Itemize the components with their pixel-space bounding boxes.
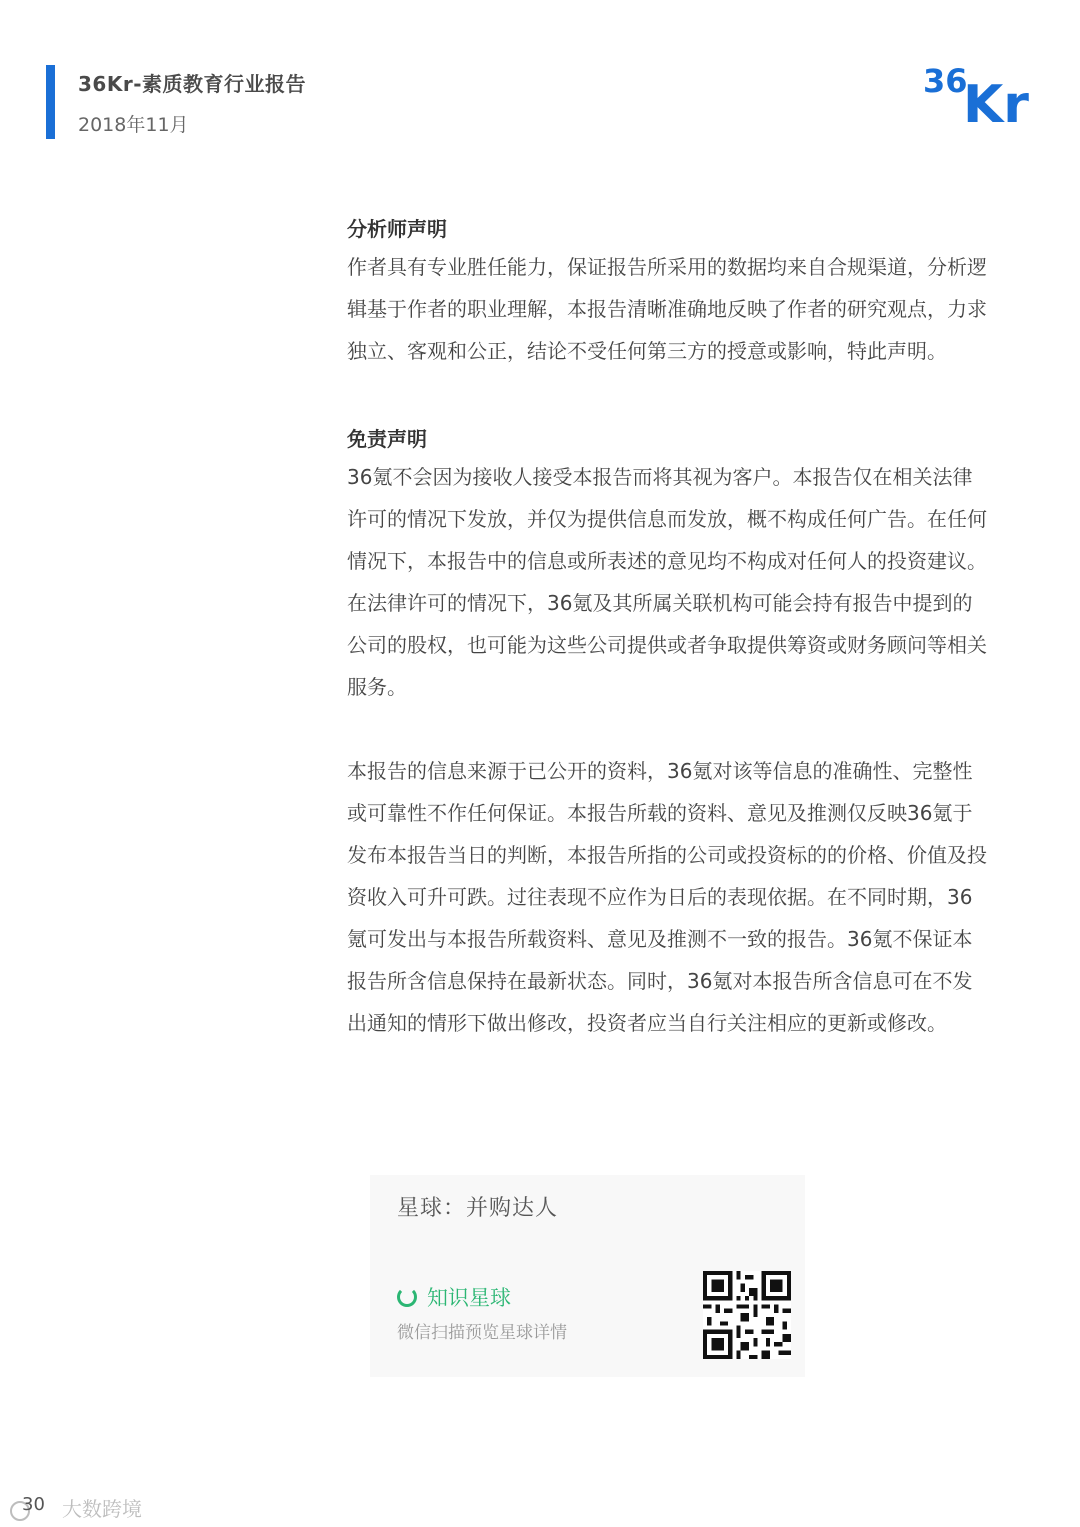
svg-text:Kr: Kr [963,75,1029,126]
qr-code-icon[interactable] [703,1271,791,1359]
36kr-logo [923,60,1039,126]
promo-title: 星球：并购达人 [397,1196,559,1221]
report-title: 36Kr-素质教育行业报告 [78,72,306,96]
promo-subtitle: 微信扫描预览星球详情 [397,1323,567,1343]
promo-brand [397,1282,511,1312]
planet-icon [397,1287,417,1307]
watermark-label: 大数跨境 [62,1497,142,1521]
analyst-statement-title: 分析师声明 [347,217,447,241]
promo-brand-label: 知识星球 [427,1286,511,1310]
knowledge-planet-promo [370,1175,805,1377]
disclaimer-paragraph-2: 本报告的信息来源于已公开的资料，36氪对该等信息的准确性、完整性或可靠性不作任何保证。本报告所载的资料、意见及推测仅反映36氪于发布本报告当日的判断，本报告所指的公司或投资标的的价格、价值及投资收入可升可跌。过往表现不应作为日后的表现依据。在不同时期，36氪可发出与本报告所载资料、意见及推测不一致的报告。36氪不保证本报告所含信息保持在最新状态。同时，36氪对本报告所含信息可在不发出通知的情形下做出修改，投资者应当自行关注相应的更新或修改。 [347,759,987,1035]
page-number: 30 [22,1494,45,1515]
main-content [347,212,987,1044]
analyst-statement-body: 作者具有专业胜任能力，保证报告所采用的数据均来自合规渠道，分析逻辑基于作者的职业理解，本报告清晰准确地反映了作者的研究观点，力求独立、客观和公正，结论不受任何第三方的授意或影响，特此声明。 [347,255,987,363]
header-accent-bar [46,65,55,139]
report-date: 2018年11月 [78,114,189,136]
svg-text:36: 36 [923,62,968,100]
disclaimer-paragraph-1: 36氪不会因为接收人接受本报告而将其视为客户。本报告仅在相关法律许可的情况下发放，并仅为提供信息而发放，概不构成任何广告。在任何情况下，本报告中的信息或所表述的意见均不构成对任何人的投资建议。在法律许可的情况下，36氪及其所属关联机构可能会持有报告中提到的公司的股权，也可能为这些公司提供或者争取提供筹资或财务顾问等相关服务。 [347,465,987,699]
disclaimer-title: 免责声明 [347,427,427,451]
